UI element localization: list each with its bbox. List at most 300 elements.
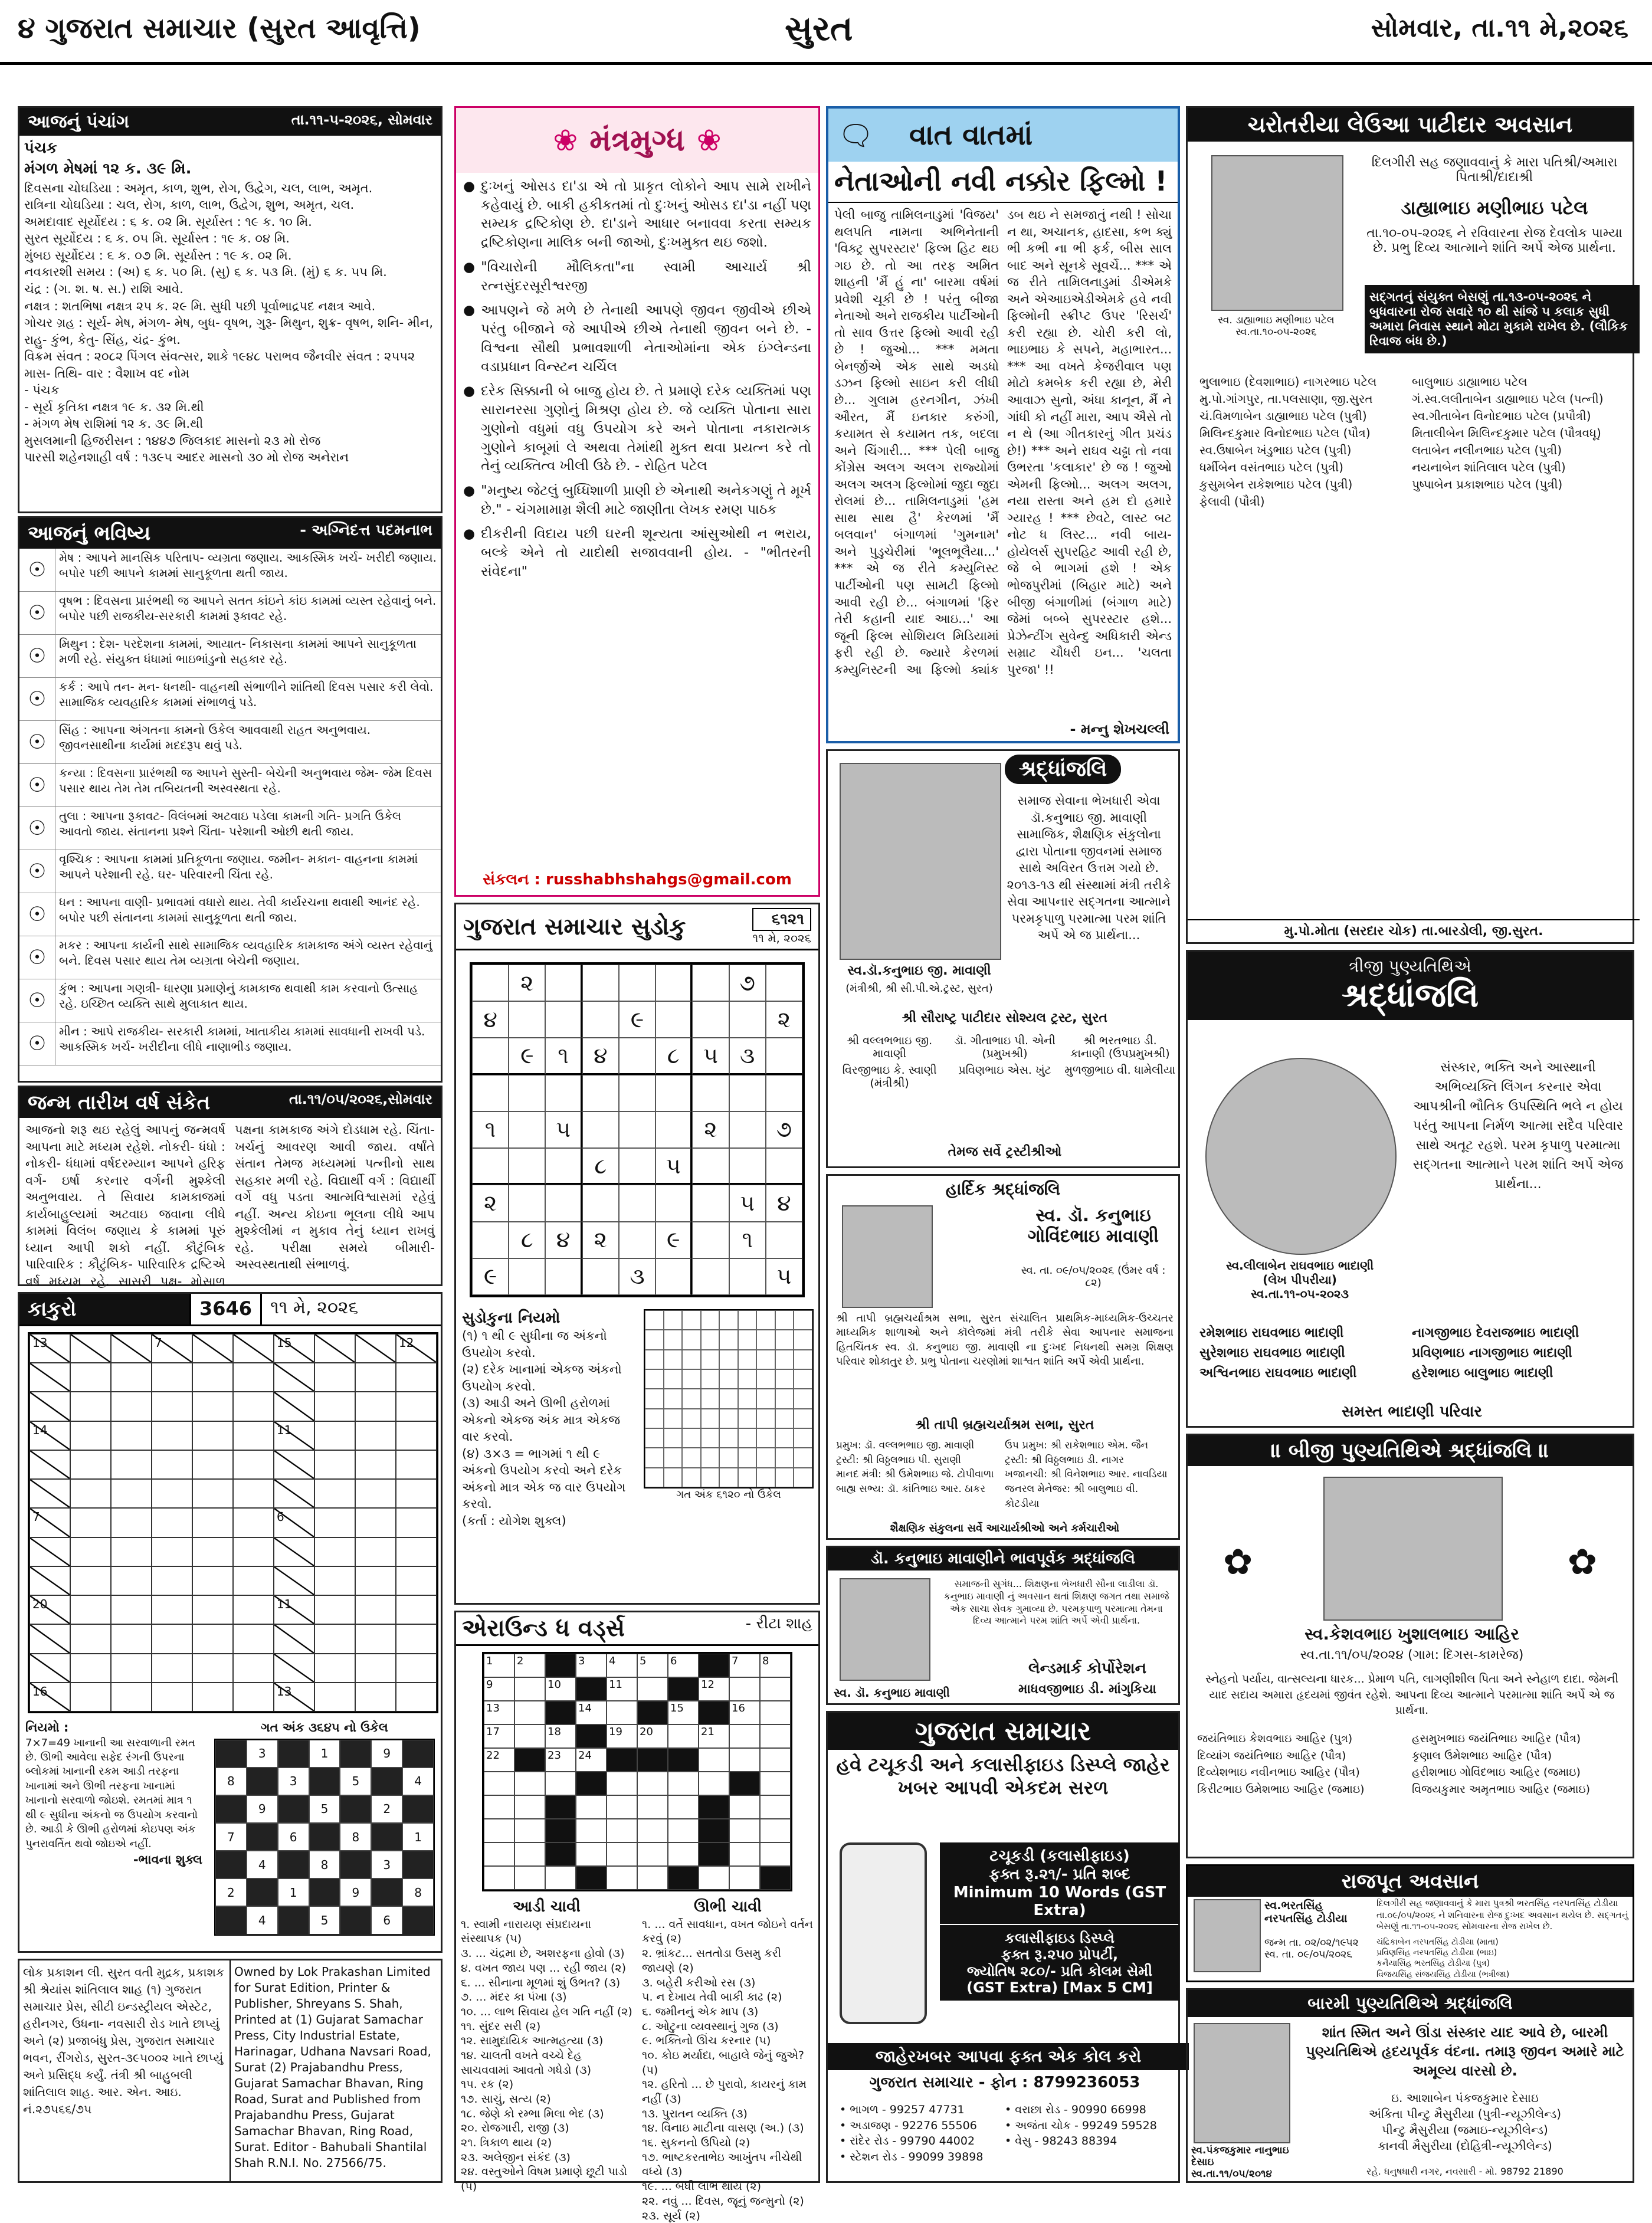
horoscope-text: વૃશ્ચિક : આપના કામમાં પ્રતિકૂળતા જણાય. જમીન- મકાન- વાહનના કામમાં આપને પરેશાની રહે. ઘર- પરિવારની ચિંતા રહે. [59,852,418,882]
kakuro-cell[interactable] [111,1595,152,1624]
kakuro-cell[interactable] [314,1595,355,1624]
sudoku-cell[interactable] [729,1148,766,1185]
kakuro-cell: 12 [396,1334,437,1363]
kakuro-cell[interactable] [70,1421,111,1450]
sudoku-cell[interactable] [619,965,655,1001]
crossword-cell[interactable] [576,1842,607,1866]
across-clue: ૬. ... સીનાના મૂળમાં શું ઉભત? (૩) [461,1976,621,1989]
crossword-cell[interactable] [637,1819,668,1842]
kakuro-cell[interactable] [314,1654,355,1683]
kakuro-cell[interactable] [396,1421,437,1450]
crossword-cell[interactable] [729,1748,760,1772]
sudoku-cell[interactable] [766,965,802,1001]
kakuro-solution-cell [215,1851,247,1878]
crossword-cell[interactable] [760,1795,791,1819]
sudoku-cell[interactable] [509,1001,545,1038]
sudoku-cell[interactable] [766,1075,802,1112]
crossword-cell[interactable] [484,1654,514,1677]
lotus-icon: ❀ [696,123,722,158]
sudoku-cell[interactable] [619,1038,655,1074]
sudoku-cell[interactable] [729,1112,766,1148]
kakuro-cell: 11 [274,1595,314,1624]
crossword-cell [576,1772,607,1795]
crossword-cell[interactable] [514,1819,545,1842]
kakuro-cell[interactable] [314,1392,355,1421]
kakuro-cell[interactable] [111,1392,152,1421]
crossword-cell[interactable] [484,1724,514,1748]
kakuro-cell[interactable] [152,1421,192,1450]
crossword-cell[interactable] [607,1866,637,1890]
kakuro-cell[interactable] [70,1654,111,1683]
sudoku-cell[interactable] [692,965,729,1001]
sudoku-cell[interactable] [729,1258,766,1295]
kakuro-cell[interactable] [192,1363,233,1392]
sudoku-cell[interactable] [766,1222,802,1258]
sudoku-cell: ૧ [545,1038,582,1074]
kakuro-cell[interactable] [70,1363,111,1392]
kakuro-cell[interactable] [314,1683,355,1711]
kakuro-solution-cell [247,1768,278,1795]
crossword-number: 14 [578,1702,592,1714]
crossword-cell[interactable] [729,1654,760,1677]
crossword-cell[interactable] [699,1724,729,1748]
kakuro-cell[interactable] [70,1479,111,1508]
crossword-cell [576,1724,607,1748]
sudoku-cell: ૨ [582,1222,619,1258]
kakuro-cell[interactable] [396,1654,437,1683]
mantra-text: દુઃખનું ઓસડ દા'ડા એ તો પ્રાકૃત લોકોને આપ સામે રાખીને કહેવાયું છે. બાકી હકીકતમાં તો દુઃખનું ઓસડ દા'ડા નહીં પણ સમ્યક દ્રષ્ટિકોણ છે. દા'ડાને આધાર બનાવવા કરતા સમ્યક દ્રષ્ટિકોણના માલિક બની જાઓ, દુઃખમુક્ત થઇ જશો. [481,179,811,251]
crossword-cell[interactable] [668,1724,699,1748]
crossword-cell[interactable] [607,1654,637,1677]
sudoku-prev-cell [756,1468,775,1487]
mantra-section [454,106,820,897]
sudoku-cell[interactable] [619,1185,655,1221]
crossword-cell[interactable] [637,1772,668,1795]
bullet-icon: ● [463,179,476,194]
sudoku-cell[interactable] [582,1112,619,1148]
mantra-item [463,382,811,476]
crossword-cell[interactable] [668,1654,699,1677]
sudoku-cell[interactable] [545,1185,582,1221]
crossword-cell[interactable] [484,1795,514,1819]
sudoku-cell[interactable] [509,1148,545,1185]
crossword-cell[interactable] [699,1677,729,1701]
crossword-cell[interactable] [484,1748,514,1772]
family-member: પ્રવિણભાઇ નાગજીભાઇ ભાદાણી [1412,1346,1572,1361]
sudoku-cell: ૯ [509,1038,545,1074]
kakuro-cell[interactable] [355,1654,396,1683]
crossword-cell[interactable] [545,1866,576,1890]
crossword-cell[interactable] [514,1724,545,1748]
kakuro-cell[interactable] [152,1566,192,1595]
crossword-cell[interactable] [729,1795,760,1819]
sudoku-cell[interactable] [509,1075,545,1112]
kakuro-cell[interactable] [111,1654,152,1683]
sudoku-cell[interactable] [766,1038,802,1074]
kakuro-cell[interactable] [355,1392,396,1421]
crossword-cell[interactable] [607,1795,637,1819]
kakuro-cell[interactable] [192,1624,233,1653]
crossword-cell[interactable] [637,1677,668,1701]
sudoku-cell[interactable] [655,1185,692,1221]
kakuro-cell[interactable] [111,1421,152,1450]
sudoku-cell[interactable] [545,1001,582,1038]
kakuro-cell[interactable] [111,1363,152,1392]
kakuro-cell[interactable] [152,1654,192,1683]
kakuro-cell[interactable] [355,1595,396,1624]
crossword-cell[interactable] [668,1795,699,1819]
kakuro-author: -ભાવના શુક્લ [133,1852,202,1867]
kakuro-solution-cell [309,1823,340,1851]
portrait-photo [1194,1899,1261,1972]
kakuro-cell[interactable] [233,1537,274,1566]
crossword-cell[interactable] [514,1701,545,1724]
kakuro-cell[interactable] [233,1421,274,1450]
crossword-cell[interactable] [484,1772,514,1795]
crossword-cell[interactable] [729,1701,760,1724]
kakuro-cell[interactable] [314,1566,355,1595]
charotaria-date: તા.૧૦-૦૫-૨૦૨૬ ને રવિવારના રોજ દેવલોક પામ્યા છે. પ્રભુ દિવ્ય આત્માને શાંતિ અર્પે એજ પ્રાર્થના. [1366,226,1622,255]
crossword-cell[interactable] [729,1819,760,1842]
kakuro-cell[interactable] [152,1479,192,1508]
sudoku-number: ૬૧૨૧ [752,908,811,931]
sudoku-cell[interactable] [545,1258,582,1295]
kakuro-cell[interactable] [233,1392,274,1421]
kakuro-cell[interactable] [355,1624,396,1653]
sudoku-cell[interactable] [545,1148,582,1185]
gs-contact: • ભાગળ - 99257 47731 [840,2103,965,2116]
sudoku-cell[interactable] [509,1185,545,1221]
family-member: કાનવી મૈસુરીયા (દોહિત્રી-ન્યૂઝીલેન્ડ) [1378,2139,1552,2153]
crossword-cell[interactable] [760,1654,791,1677]
crossword-cell[interactable] [637,1842,668,1866]
kakuro-cell[interactable] [152,1537,192,1566]
crossword-cell[interactable] [607,1701,637,1724]
crossword-cell[interactable] [545,1748,576,1772]
crossword-cell[interactable] [576,1748,607,1772]
kakuro-cell[interactable] [355,1566,396,1595]
charotaria-family-list [1199,373,1624,510]
family-member: ભુલાભાઇ (દેવશાભાઇ) નાગરભાઇ પટેલ [1199,375,1377,389]
kakuro-cell[interactable] [152,1450,192,1479]
kakuro-cell[interactable] [192,1683,233,1711]
portrait-photo [1211,155,1343,311]
sudoku-cell[interactable] [692,1258,729,1295]
kakuro-cell[interactable] [70,1508,111,1537]
kakuro-cell[interactable] [233,1508,274,1537]
sudoku-cell[interactable] [655,1112,692,1148]
crossword-cell[interactable] [668,1819,699,1842]
kakuro-cell[interactable] [233,1479,274,1508]
sudoku-cell[interactable] [729,1001,766,1038]
crossword-cell[interactable] [729,1842,760,1866]
kakuro-cell[interactable] [70,1392,111,1421]
sudoku-prev-cell [756,1428,775,1448]
crossword-cell[interactable] [699,1866,729,1890]
horoscope-text: સિંહ : આપના અંગતના કામનો ઉકેલ આવવાથી રાહત અનુભવાય. જીવનસાથીના કાર્યમાં મદદરૂપ થવું પડે. [59,723,371,753]
sudoku-cell[interactable] [655,1258,692,1295]
kakuro-section [18,1292,442,1953]
kakuro-cell[interactable] [396,1450,437,1479]
sudoku-cell[interactable] [472,1148,509,1185]
kakuro-grid[interactable] [28,1332,438,1713]
crossword-cell[interactable] [576,1819,607,1842]
crossword-cell [699,1795,729,1819]
sudoku-prev-cell [775,1409,794,1428]
kakuro-cell[interactable] [111,1450,152,1479]
sudoku-cell[interactable] [545,1075,582,1112]
kakuro-rules-label: નિયમો : [25,1720,69,1735]
crossword-cell[interactable] [607,1724,637,1748]
sudoku-cell[interactable] [582,965,619,1001]
crossword-cell[interactable] [607,1819,637,1842]
sudoku-cell[interactable] [692,1185,729,1221]
kakuro-cell[interactable] [355,1683,396,1711]
crossword-cell[interactable] [729,1677,760,1701]
sudoku-cell[interactable] [692,1001,729,1038]
kakuro-cell[interactable] [396,1595,437,1624]
sudoku-cell[interactable] [619,1112,655,1148]
sudoku-cell[interactable] [692,1148,729,1185]
sudoku-prev-cell [794,1310,812,1330]
kakuro-cell[interactable] [355,1537,396,1566]
kakuro-cell[interactable] [111,1566,152,1595]
crossword-cell[interactable] [514,1772,545,1795]
panchang-line: પારસી શહેનશાહી વર્ષ : ૧૩૯૫ આદર માસનો ૩૦ મો રોજ અનેરાન [24,450,349,465]
kakuro-cell[interactable] [233,1624,274,1653]
sudoku-prev-cell [664,1350,683,1369]
sudoku-cell[interactable] [509,1112,545,1148]
kakuro-cell[interactable] [396,1479,437,1508]
kakuro-cell[interactable] [192,1595,233,1624]
landmark-title: ડૉ. કનુભાઇ માવાણીને ભાવપૂર્વક શ્રદ્ધાંજલિ [828,1547,1178,1570]
kakuro-cell[interactable] [111,1479,152,1508]
kakuro-cell[interactable] [233,1566,274,1595]
kakuro-cell[interactable] [314,1508,355,1537]
crossword-cell[interactable] [637,1866,668,1890]
kakuro-cell[interactable] [192,1450,233,1479]
kakuro-cell[interactable] [111,1508,152,1537]
crossword-cell[interactable] [760,1819,791,1842]
kakuro-solution-cell [278,1851,309,1878]
bijee-names [1197,1730,1627,1798]
crossword-cell[interactable] [545,1772,576,1795]
sudoku-cell[interactable] [655,965,692,1001]
crossword-cell[interactable] [484,1701,514,1724]
kakuro-cell[interactable] [70,1566,111,1595]
crossword-cell[interactable] [484,1819,514,1842]
kakuro-cell[interactable] [152,1683,192,1711]
crossword-cell[interactable] [484,1842,514,1866]
crossword-cell[interactable] [668,1842,699,1866]
sudoku-grid[interactable] [470,962,805,1297]
sudoku-cell[interactable] [655,1075,692,1112]
crossword-cell[interactable] [637,1654,668,1677]
sudoku-cell[interactable] [619,1148,655,1185]
hardik-name: સ્વ. ડૉ. કનુભાઇ ગોવિંદભાઇ માવાણી [1027,1205,1159,1247]
kakuro-cell[interactable] [396,1683,437,1711]
crossword-number: 22 [486,1749,500,1762]
crossword-cell[interactable] [699,1748,729,1772]
kakuro-cell[interactable] [70,1450,111,1479]
sudoku-cell[interactable] [729,1075,766,1112]
header-date: સોમવાર, તા.૧૧ મે,૨૦૨૬ [1371,13,1628,43]
crossword-cell[interactable] [514,1842,545,1866]
kakuro-cell[interactable] [192,1654,233,1683]
kakuro-cell[interactable] [314,1363,355,1392]
kakuro-cell[interactable] [152,1508,192,1537]
kakuro-cell[interactable] [314,1479,355,1508]
crossword-cell[interactable] [576,1654,607,1677]
crossword-cell[interactable] [668,1772,699,1795]
janma-date: તા.૧૧/૦૫/૨૦૨૬,સોમવાર [289,1091,432,1107]
crossword-number: 18 [548,1726,561,1738]
family-member: અશ્વિનભાઇ રાઘવભાઇ ભાદાણી [1199,1366,1357,1381]
crossword-cell[interactable] [607,1772,637,1795]
kakuro-cell[interactable] [233,1654,274,1683]
kakuro-cell[interactable] [355,1508,396,1537]
member-name: ઉપ પ્રમુખ: શ્રી રાકેશભાઇ એમ. જૈન [1005,1440,1149,1451]
kakuro-cell[interactable] [192,1392,233,1421]
kakuro-cell[interactable] [396,1566,437,1595]
crossword-cell[interactable] [607,1842,637,1866]
kakuro-cell[interactable] [192,1537,233,1566]
kakuro-cell[interactable] [111,1537,152,1566]
vaat-text: પેલી બાજુ તામિલનાડુમાં 'વિજય' થલપતિ નામના અભિનેતાની 'વિક્ટ્ર સુપરસ્ટાર' ફિલ્મ હિટ થઇ ગઇ છે. તો આ તરફ અમિત શાહની 'મૈં હું ના' બારમા વર્ષમાં પ્રવેશી ચૂકી છે ! પરંતુ બીજા નેતાઓ અને રાજકીય પાર્ટીઓની તો સાવ ઉત્તર ફિલ્મો આવી રહી છે ! જુઓ... *** મમતા બેનર્જીએ એક સાથે અડધો ડઝન ફિલ્મો સાઇન કરી લીધી છે... ગુલામ હરનગીન, ઝંખી ઔરત, મૈં ઇનકાર કરુંગી, કયામત સે કયામત તક, બદલા અને ચિંગારી... *** પેલી બાજુ કોંગ્રેસ અલગ અલગ રાજ્યોમાં અલગ અલગ ફિલ્મોમાં જુદા જુદા રોલમાં છે... તામિલનાડુમાં 'હમ સાથ સાથ હૈ' કેરળમાં 'મૈં બલવાન' બંગાળમાં 'ગુમનામ' અને પુડુચેરીમાં 'ભૂલભૂલૈયા...' *** એ જ રીતે કમ્યુનિસ્ટ પાર્ટીઓની પણ સામટી ફિલ્મો આવી રહી છે... બંગાળમાં 'ફિર તેરી કહાની યાદ આઇ...' આ જૂની ફિલ્મ સોશિયલ મિડિયામાં ફરી રહી છે. જ્યારે કેરળમાં કમ્યુનિસ્ટની આ ફિલ્મો ક્યાંક ડબ થઇ ને સમજાતું નથી ! સોચા ન થા, અચાનક, હાદસા, કભ ક્યું ભી કભી ના ભી ફર્ક, બીસ સાલ બાદ અને સૂનકે સૂવર્ચે... *** એ જ રીતે તામિલનાડુમાં ડીએમકે અને એઆઇએડીએમકે હવે નવી ફિલ્મોની સ્ક્રીપ્ટ ઉપર 'રિસર્ચ' કરી રહ્યા છે. ચોરી કરી લો, ભાઇભાઇ કે સપને, મહાભારત... *** આ વખતે કેજરીવાલ પણ મોટો કમબેક કરી રહ્યા છે, મેરી આવાઝ સુનો, અંધા કાનૂન, મૈં ને ગાંધી કો નહીં મારા, આપ ઐસે તો ન થે (આ ગીતકારનું ગીત પ્રચંડ છે!) *** અને રાઘવ ચઢ્ઢા તો નવા ઉભરતા 'કલાકાર' છે જ ! જુઓ એમની ફિલ્મો... અલગ અલગ, નયા રાસ્તા અને હમ દો હમારે ગ્યારહ ! *** છેવટે, લાસ્ટ બટ નોટ ધ લિસ્ટ... નવી બાય-હોયેલર્સ સુપરહિટ આવી રહી છે, જે બે ભાગમાં હશે ! એક ભોજપુરીમાં (બિહાર માટે) અને બીજી બંગાળીમાં (બંગાળ માટે) જેમાં બબ્બે સુપરસ્ટાર હશે... પ્રેઝેન્ટીંગ સુવેન્દુ અધિકારી એન્ડ સમ્રાટ ચૌધરી ઇન... 'ચલતા પુરજા' !! [834,208,1172,677]
crossword-cell[interactable] [729,1866,760,1890]
kakuro-solution-cell: 2 [215,1878,247,1906]
crossword-cell[interactable] [637,1795,668,1819]
sudoku-cell[interactable] [545,965,582,1001]
crossword-cell[interactable] [514,1795,545,1819]
crossword-cell[interactable] [545,1724,576,1748]
sudoku-cell[interactable] [582,1075,619,1112]
sudoku-cell[interactable] [692,1075,729,1112]
kakuro-cell[interactable] [233,1363,274,1392]
kakuro-cell[interactable] [152,1595,192,1624]
crossword-grid[interactable] [482,1652,792,1891]
kakuro-cell[interactable] [192,1421,233,1450]
kakuro-solution-cell: 5 [309,1906,340,1934]
kakuro-cell[interactable] [70,1595,111,1624]
sudoku-cell[interactable] [619,1075,655,1112]
crossword-cell[interactable] [545,1677,576,1701]
crossword-cell[interactable] [760,1842,791,1866]
crossword-cell[interactable] [760,1748,791,1772]
kakuro-cell[interactable] [314,1450,355,1479]
sudoku-cell[interactable] [582,1258,619,1295]
crossword-cell[interactable] [484,1677,514,1701]
kakuro-cell[interactable] [355,1421,396,1450]
sudoku-cell[interactable] [692,1222,729,1258]
crossword-cell[interactable] [668,1701,699,1724]
portrait-photo [840,1578,930,1681]
baarmi-section [1186,1988,1634,2183]
crossword-cell[interactable] [729,1724,760,1748]
sudoku-cell[interactable] [582,1001,619,1038]
sudoku-cell[interactable] [472,1222,509,1258]
sudoku-cell: ૯ [472,1258,509,1295]
kakuro-cell[interactable] [314,1421,355,1450]
charotaria-address: મુ.પો.મોતા (સરદાર ચોક) તા.બારડોલી, જી.સુરત. [1188,919,1640,942]
kakuro-cell[interactable] [152,1363,192,1392]
sudoku-cell[interactable] [472,1075,509,1112]
kakuro-cell[interactable] [192,1479,233,1508]
sudoku-cell[interactable] [582,1185,619,1221]
kakuro-cell[interactable] [396,1508,437,1537]
crossword-cell[interactable] [760,1677,791,1701]
kakuro-cell[interactable] [396,1537,437,1566]
kakuro-cell[interactable] [396,1624,437,1653]
crossword-cell[interactable] [576,1795,607,1819]
kakuro-cell[interactable] [70,1537,111,1566]
kakuro-cell[interactable] [70,1683,111,1711]
sudoku-prev-cell [794,1330,812,1349]
shradhanjali-main [826,749,1180,1168]
gs-contact: • સ્ટેશન રોડ - 99099 39898 [840,2150,984,2163]
across-clue: ૧૦. ... લાભ સિવાય હેલ ગતિ નહીં (૨) [461,2005,632,2018]
kakuro-solution-cell [278,1906,309,1934]
kakuro-solution-cell: 1 [402,1823,434,1851]
kakuro-cell[interactable] [152,1624,192,1653]
crossword-cell[interactable] [760,1772,791,1795]
kakuro-cell[interactable] [314,1537,355,1566]
sudoku-prev-cell [701,1310,720,1330]
kakuro-solution-cell [371,1878,402,1906]
sudoku-cell[interactable] [619,1222,655,1258]
kakuro-solution-cell: 8 [402,1878,434,1906]
kakuro-cell[interactable] [152,1392,192,1421]
crossword-cell[interactable] [514,1866,545,1890]
sudoku-cell[interactable] [655,1001,692,1038]
family-member: ચં.વિમળાબેન ડાહ્યાભાઇ પટેલ (પુત્રી) [1199,409,1367,423]
kakuro-cell[interactable] [314,1624,355,1653]
crossword-cell[interactable] [514,1677,545,1701]
kakuro-cell[interactable] [111,1624,152,1653]
kakuro-cell[interactable] [355,1450,396,1479]
kakuro-cell[interactable] [233,1450,274,1479]
sudoku-cell[interactable] [509,1258,545,1295]
crossword-cell[interactable] [760,1724,791,1748]
crossword-cell[interactable] [576,1701,607,1724]
kakuro-cell[interactable] [396,1392,437,1421]
kakuro-cell[interactable] [233,1683,274,1711]
kakuro-cell[interactable] [396,1363,437,1392]
kakuro-cell[interactable] [70,1624,111,1653]
crossword-cell[interactable] [760,1701,791,1724]
crossword-cell[interactable] [699,1772,729,1795]
kakuro-cell[interactable] [192,1566,233,1595]
down-clue: ૨૨. નવું ... દિવસ, જૂનું જન્મુનો (૨) [642,2194,804,2208]
kakuro-cell[interactable] [355,1479,396,1508]
crossword-cell[interactable] [514,1654,545,1677]
kakuro-cell[interactable] [111,1683,152,1711]
zodiac-icon: ☉ [19,979,55,1022]
bullet-icon: ● [463,526,476,542]
sudoku-cell[interactable] [472,1038,509,1074]
crossword-cell[interactable] [607,1677,637,1701]
sudoku-prev-cell [719,1310,738,1330]
kakuro-cell[interactable] [192,1508,233,1537]
sudoku-cell[interactable] [472,965,509,1001]
kakuro-cell[interactable] [355,1363,396,1392]
crossword-cell[interactable] [637,1724,668,1748]
sudoku-prev-cell [645,1350,664,1369]
gs-tachuki-box [940,1842,1179,1924]
sudoku-cell[interactable] [766,1148,802,1185]
kakuro-cell[interactable] [233,1595,274,1624]
crossword-cell[interactable] [484,1866,514,1890]
